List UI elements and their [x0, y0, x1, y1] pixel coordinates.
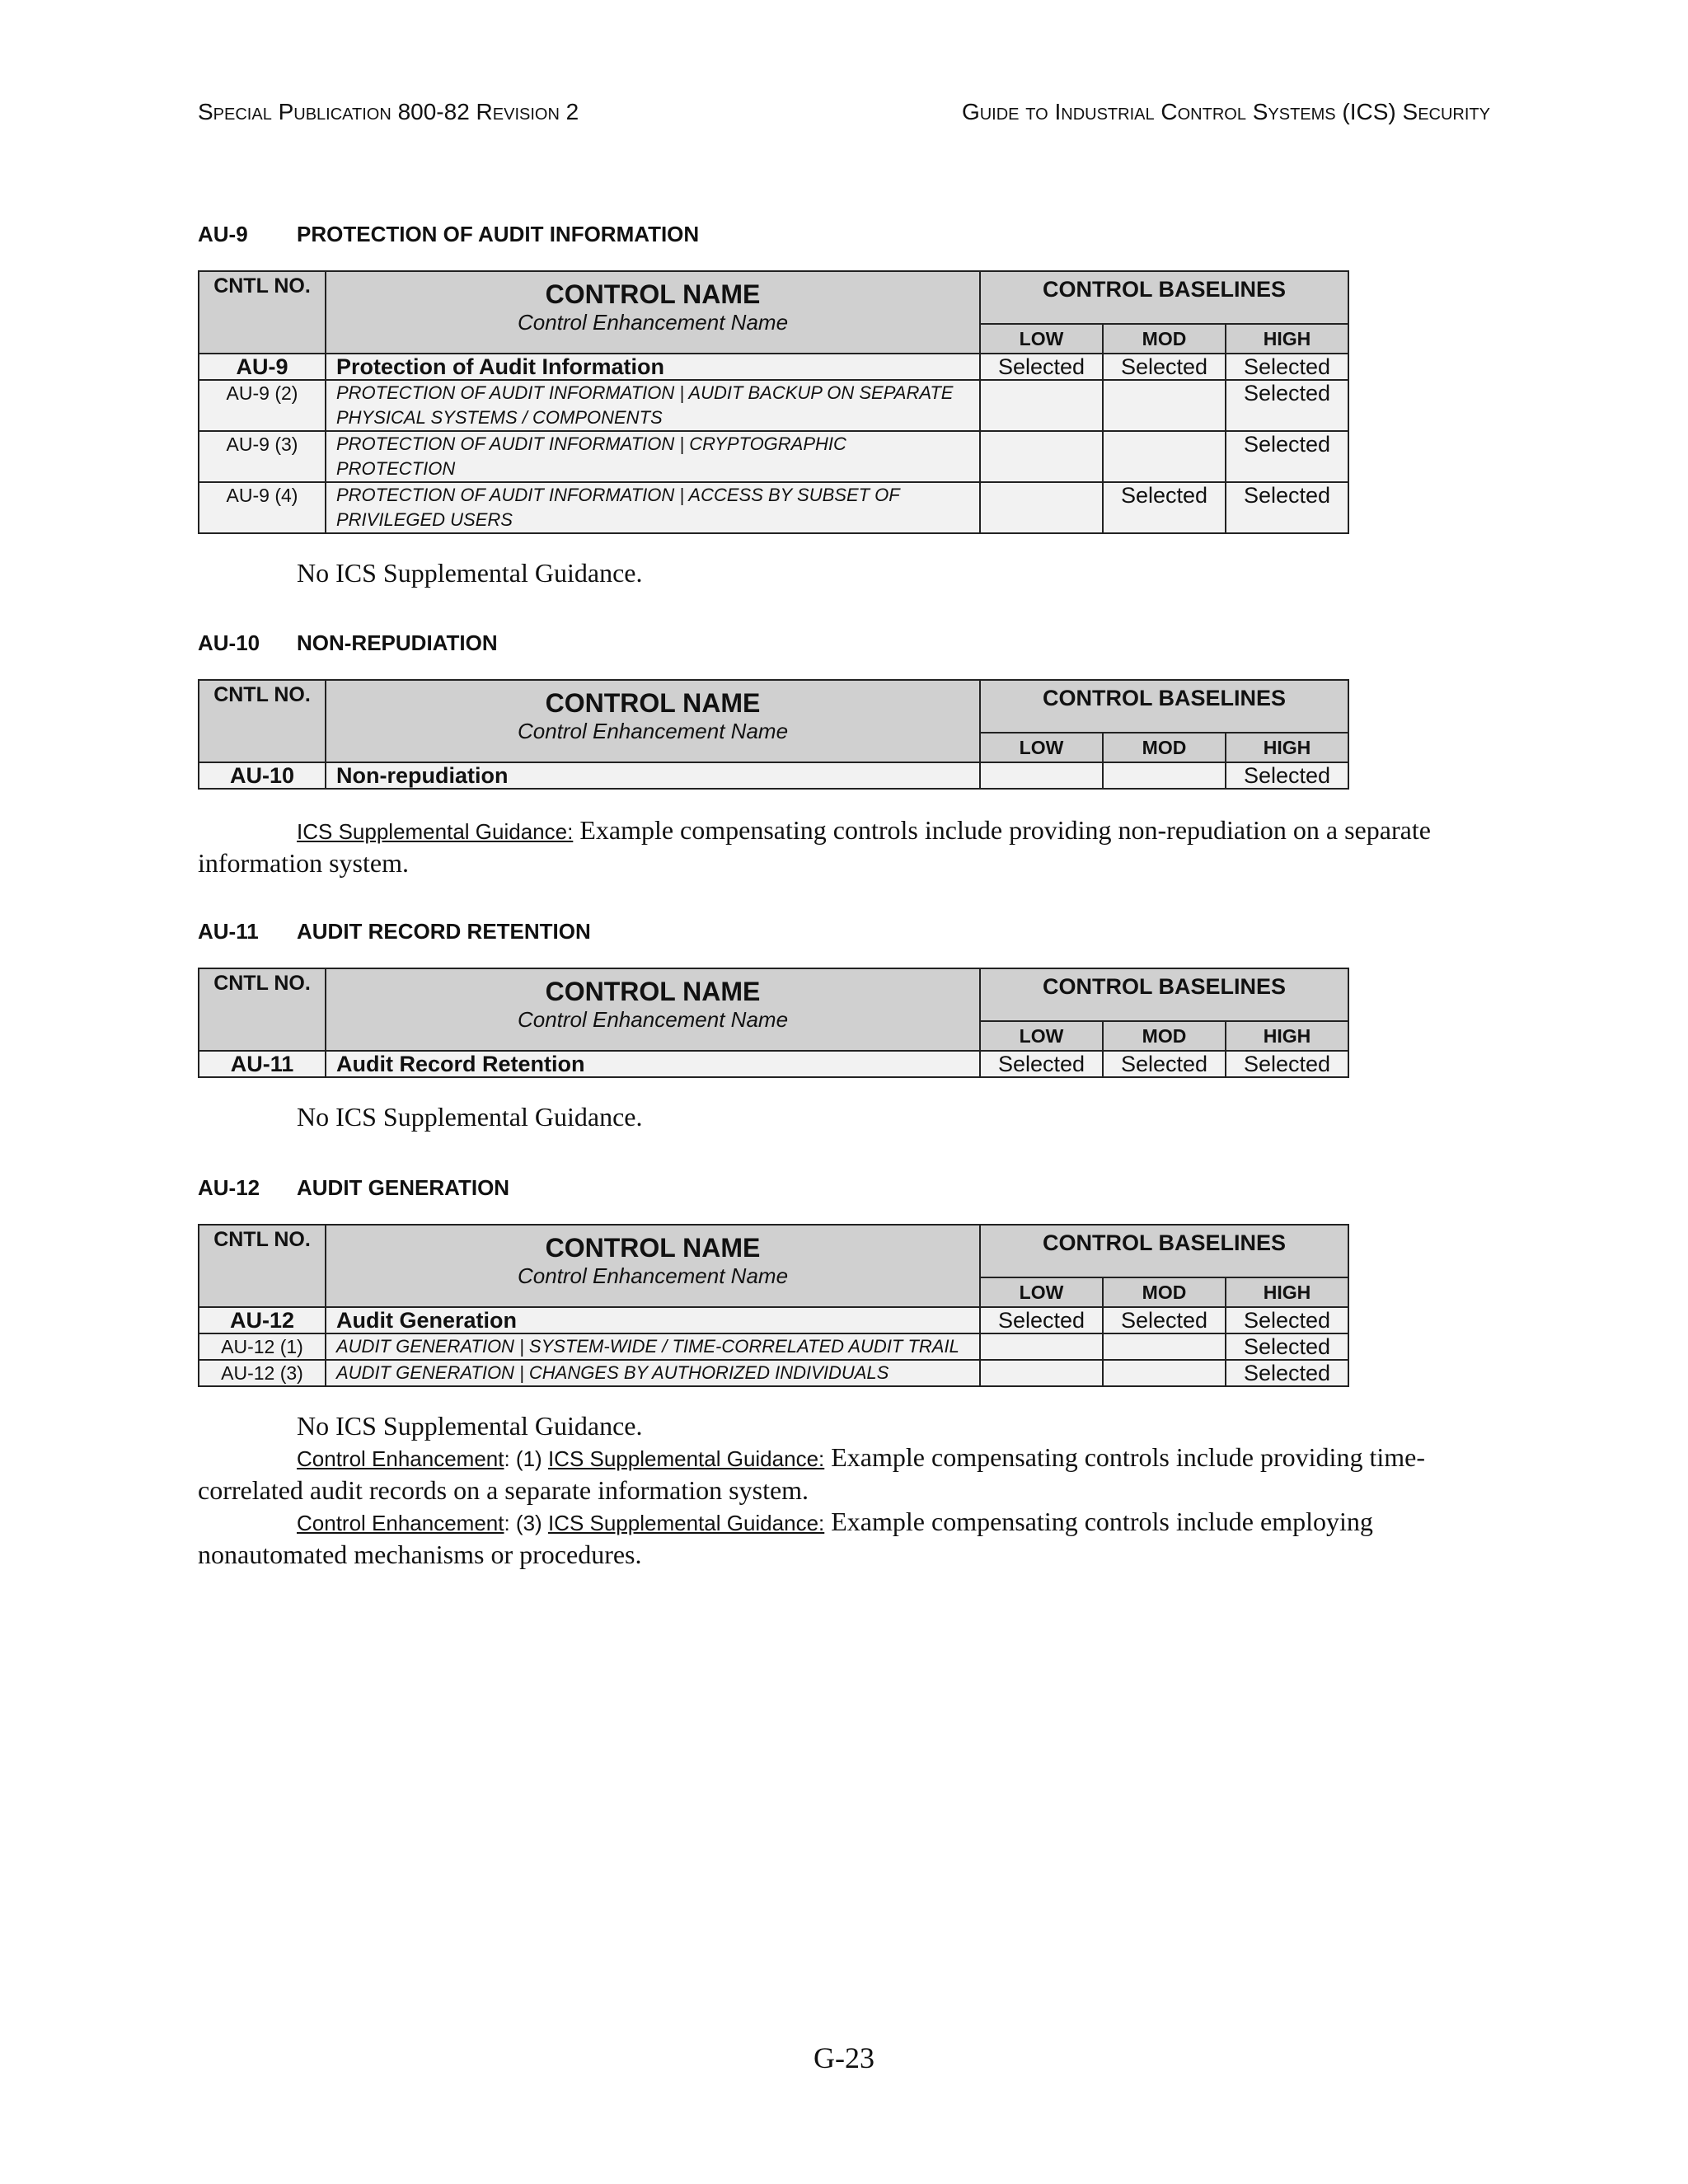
cell-high: Selected [1226, 482, 1348, 533]
enhancement-base-name: PROTECTION OF AUDIT INFORMATION [336, 434, 675, 454]
control-table [198, 968, 1349, 1078]
section-heading [198, 1173, 1490, 1202]
header-control-name [326, 680, 980, 762]
supplemental-guidance [198, 814, 1490, 879]
header-low: LOW [980, 1277, 1103, 1307]
cell-enhancement-name: PROTECTION OF AUDIT INFORMATION | AUDIT BACKUP ON SEPARATE PHYSICAL SYSTEMS / COMPONENTS [326, 380, 980, 431]
header-enhancement-name-label: Control Enhancement Name [517, 1007, 789, 1032]
header-control-name-label: CONTROL NAME [545, 977, 761, 1006]
section-heading [198, 916, 1490, 946]
table-row-enhancement [199, 1333, 1348, 1360]
supplemental-guidance: No ICS Supplemental Guidance. [297, 1102, 643, 1132]
control-enhancement-label: Control Enhancement [297, 1446, 504, 1471]
cell-mod [1103, 762, 1226, 789]
cell-control-name: Non-repudiation [326, 762, 980, 789]
control-enhancement-number: : (3) [504, 1511, 548, 1535]
table-row-main [199, 354, 1348, 380]
section-au-9 [198, 219, 1490, 588]
control-table [198, 270, 1349, 534]
header-control-baselines: CONTROL BASELINES [980, 271, 1348, 324]
table-row-main [199, 1307, 1348, 1333]
cell-low: Selected [980, 1307, 1103, 1333]
cell-mod [1103, 380, 1226, 431]
cell-enhancement-no: AU-9 (4) [199, 482, 326, 533]
cell-high: Selected [1226, 1307, 1348, 1333]
cell-low [980, 1333, 1103, 1360]
section-number: AU-12 [198, 1175, 260, 1200]
cell-mod: Selected [1103, 1307, 1226, 1333]
section-heading [198, 628, 1490, 658]
cell-enhancement-name: PROTECTION OF AUDIT INFORMATION | CRYPTOGRAPHIC PROTECTION [326, 431, 980, 482]
cell-low: Selected [980, 354, 1103, 380]
header-low: LOW [980, 733, 1103, 762]
page-number: G-23 [814, 2041, 874, 2074]
guidance-label: ICS Supplemental Guidance: [547, 1446, 825, 1471]
header-control-name [326, 1225, 980, 1307]
header-low: LOW [980, 324, 1103, 354]
section-au-11 [198, 916, 1490, 1132]
cell-high: Selected [1226, 380, 1348, 431]
header-control-baselines: CONTROL BASELINES [980, 968, 1348, 1021]
cell-high: Selected [1226, 1051, 1348, 1077]
cell-control-name: Audit Record Retention [326, 1051, 980, 1077]
cell-mod: Selected [1103, 1051, 1226, 1077]
supplemental-guidance: No ICS Supplemental Guidance. [297, 558, 643, 588]
header-high: HIGH [1226, 1277, 1348, 1307]
control-table [198, 679, 1349, 790]
cell-control-name: Audit Generation [326, 1307, 980, 1333]
section-number: AU-10 [198, 630, 260, 655]
cell-high: Selected [1226, 354, 1348, 380]
cell-control-no: AU-9 [199, 354, 326, 380]
cell-control-no: AU-12 [199, 1307, 326, 1333]
header-mod: MOD [1103, 733, 1226, 762]
cell-control-name: Protection of Audit Information [326, 354, 980, 380]
cell-low [980, 431, 1103, 482]
section-title: AUDIT GENERATION [297, 1175, 510, 1200]
cell-low [980, 1360, 1103, 1386]
header-cntl-no: CNTL NO. [199, 271, 326, 354]
guidance-text: Example compensating controls include providing time-correlated audit records on a separate information system. [198, 1442, 1425, 1505]
header-control-name [326, 968, 980, 1051]
cell-enhancement-no: AU-9 (2) [199, 380, 326, 431]
cell-mod: Selected [1103, 354, 1226, 380]
table-row-enhancement [199, 1360, 1348, 1386]
cell-mod [1103, 431, 1226, 482]
guidance-label: ICS Supplemental Guidance: [297, 819, 574, 844]
header-mod: MOD [1103, 1021, 1226, 1051]
cell-high: Selected [1226, 762, 1348, 789]
control-enhancement-1-guidance [198, 1441, 1490, 1506]
guidance-label: ICS Supplemental Guidance: [547, 1511, 825, 1535]
enhancement-base-name: PROTECTION OF AUDIT INFORMATION [336, 382, 675, 403]
header-cntl-no: CNTL NO. [199, 1225, 326, 1307]
cell-low [980, 762, 1103, 789]
section-title: NON-REPUDIATION [297, 630, 498, 655]
cell-mod [1103, 1360, 1226, 1386]
header-control-name-label: CONTROL NAME [545, 279, 761, 309]
cell-enhancement-no: AU-12 (3) [199, 1360, 326, 1386]
header-high: HIGH [1226, 733, 1348, 762]
section-au-10 [198, 628, 1490, 879]
cell-enhancement-name: AUDIT GENERATION | CHANGES BY AUTHORIZED INDIVIDUALS [326, 1360, 980, 1386]
cell-control-no: AU-11 [199, 1051, 326, 1077]
table-row-enhancement [199, 482, 1348, 533]
header-enhancement-name-label: Control Enhancement Name [517, 1263, 789, 1288]
guidance-text: Example compensating controls include employing nonautomated mechanisms or procedures. [198, 1507, 1373, 1569]
header-cntl-no: CNTL NO. [199, 680, 326, 762]
header-publication: Special Publication 800-82 Revision 2 [198, 99, 579, 124]
cell-enhancement-name: AUDIT GENERATION | SYSTEM-WIDE / TIME-CORRELATED AUDIT TRAIL [326, 1333, 980, 1360]
cell-low [980, 380, 1103, 431]
section-number: AU-11 [198, 919, 259, 944]
table-row-enhancement [199, 380, 1348, 431]
header-cntl-no: CNTL NO. [199, 968, 326, 1051]
table-row-main [199, 762, 1348, 789]
enhancement-base-name: AUDIT GENERATION [336, 1336, 514, 1357]
header-control-name [326, 271, 980, 354]
cell-mod [1103, 1333, 1226, 1360]
cell-high: Selected [1226, 1360, 1348, 1386]
enhancement-detail-name: AUDIT BACKUP ON SEPARATE PHYSICAL SYSTEMS / COMPONENTS [336, 382, 954, 428]
table-row-main [199, 1051, 1348, 1077]
enhancement-base-name: AUDIT GENERATION [336, 1362, 514, 1383]
header-mod: MOD [1103, 1277, 1226, 1307]
section-title: PROTECTION OF AUDIT INFORMATION [297, 222, 700, 246]
header-guide-title: Guide to Industrial Control Systems (ICS) Security [961, 99, 1490, 124]
section-number: AU-9 [198, 222, 248, 246]
header-low: LOW [980, 1021, 1103, 1051]
header-high: HIGH [1226, 1021, 1348, 1051]
enhancement-detail-name: CHANGES BY AUTHORIZED INDIVIDUALS [528, 1362, 889, 1383]
guidance-text: Example compensating controls include providing non-repudiation on a separate information system. [198, 815, 1431, 878]
cell-high: Selected [1226, 1333, 1348, 1360]
cell-low [980, 482, 1103, 533]
header-high: HIGH [1226, 324, 1348, 354]
enhancement-detail-name: CRYPTOGRAPHIC PROTECTION [336, 434, 846, 479]
cell-high: Selected [1226, 431, 1348, 482]
running-header [198, 99, 1490, 132]
section-heading [198, 219, 1490, 249]
header-control-baselines: CONTROL BASELINES [980, 1225, 1348, 1277]
header-control-name-label: CONTROL NAME [545, 688, 761, 718]
header-enhancement-name-label: Control Enhancement Name [517, 310, 789, 335]
header-control-baselines: CONTROL BASELINES [980, 680, 1348, 733]
control-enhancement-3-guidance [198, 1506, 1490, 1570]
control-table [198, 1224, 1349, 1387]
section-au-12 [198, 1173, 1490, 1570]
control-enhancement-number: : (1) [504, 1446, 548, 1471]
enhancement-base-name: PROTECTION OF AUDIT INFORMATION [336, 485, 675, 505]
cell-enhancement-no: AU-9 (3) [199, 431, 326, 482]
cell-control-no: AU-10 [199, 762, 326, 789]
supplemental-guidance: No ICS Supplemental Guidance. [297, 1411, 643, 1441]
control-enhancement-label: Control Enhancement [297, 1511, 504, 1535]
section-title: AUDIT RECORD RETENTION [297, 919, 591, 944]
table-row-enhancement [199, 431, 1348, 482]
cell-enhancement-name: PROTECTION OF AUDIT INFORMATION | ACCESS BY SUBSET OF PRIVILEGED USERS [326, 482, 980, 533]
cell-mod: Selected [1103, 482, 1226, 533]
header-mod: MOD [1103, 324, 1226, 354]
cell-enhancement-no: AU-12 (1) [199, 1333, 326, 1360]
cell-low: Selected [980, 1051, 1103, 1077]
enhancement-detail-name: SYSTEM-WIDE / TIME-CORRELATED AUDIT TRAIL [528, 1336, 959, 1357]
header-enhancement-name-label: Control Enhancement Name [517, 719, 789, 743]
header-control-name-label: CONTROL NAME [545, 1233, 761, 1263]
enhancement-detail-name: ACCESS BY SUBSET OF PRIVILEGED USERS [336, 485, 900, 530]
